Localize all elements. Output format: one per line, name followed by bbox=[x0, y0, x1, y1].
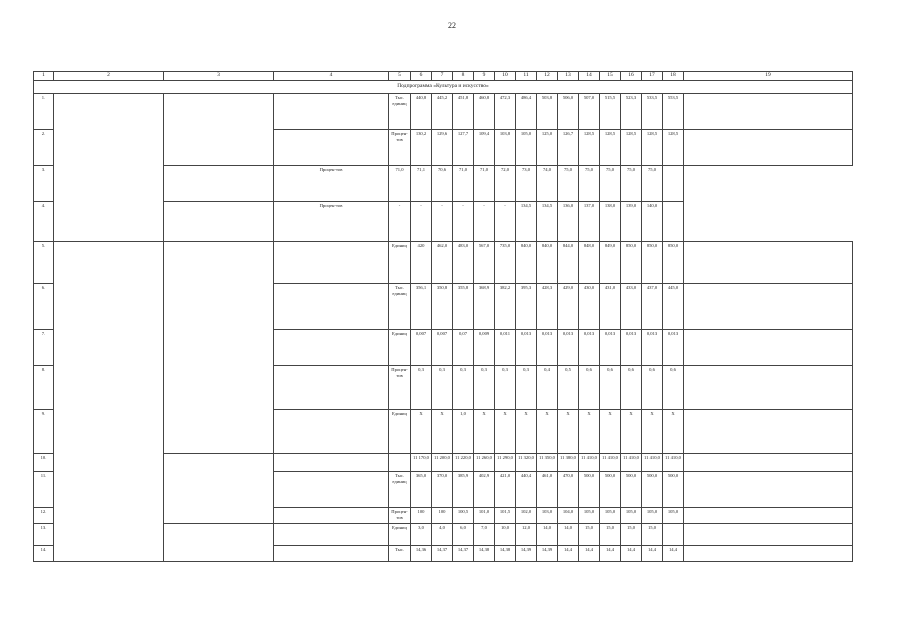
value-cell: 71,0 bbox=[474, 166, 495, 202]
value-cell: 507,0 bbox=[579, 94, 600, 130]
value-cell: 15,0 bbox=[621, 524, 642, 546]
value-cell: 0,007 bbox=[411, 330, 432, 366]
value-cell: 15,0 bbox=[579, 524, 600, 546]
value-cell: 503,8 bbox=[537, 94, 558, 130]
indicator-text bbox=[274, 524, 389, 546]
column-number: 8 bbox=[453, 72, 474, 81]
value-cell: 840,0 bbox=[516, 242, 537, 284]
task-text bbox=[164, 242, 274, 454]
table-row bbox=[34, 242, 853, 284]
value-cell: 105,0 bbox=[516, 130, 537, 166]
unit-cell: Единиц bbox=[389, 410, 411, 454]
column-number: 12 bbox=[537, 72, 558, 81]
source-text bbox=[663, 166, 684, 202]
source-text bbox=[684, 524, 853, 546]
value-cell: 848,0 bbox=[579, 242, 600, 284]
source-text bbox=[684, 410, 853, 454]
value-cell: 355,8 bbox=[453, 284, 474, 330]
value-cell: 850,0 bbox=[621, 242, 642, 284]
value-cell: 440,8 bbox=[411, 94, 432, 130]
value-cell: X bbox=[558, 410, 579, 454]
value-cell: 139,0 bbox=[621, 202, 642, 242]
value-cell: 0,013 bbox=[642, 330, 663, 366]
value-cell: 0,4 bbox=[537, 366, 558, 410]
value-cell: 0,07 bbox=[453, 330, 474, 366]
value-cell: X bbox=[495, 410, 516, 454]
value-cell: 14,38 bbox=[474, 546, 495, 562]
column-number: 1 bbox=[34, 72, 54, 81]
indicator-text bbox=[274, 366, 389, 410]
value-cell: 461,0 bbox=[537, 472, 558, 508]
row-number: 13. bbox=[34, 524, 54, 546]
unit-cell: Тыс. единиц bbox=[389, 284, 411, 330]
value-cell: 850,0 bbox=[663, 242, 684, 284]
indicator-text bbox=[274, 454, 389, 472]
value-cell: 15,0 bbox=[642, 524, 663, 546]
value-cell: 0,013 bbox=[663, 330, 684, 366]
value-cell: 370,0 bbox=[432, 472, 453, 508]
value-cell: 844,0 bbox=[558, 242, 579, 284]
value-cell: 137,0 bbox=[579, 202, 600, 242]
value-cell: 103,0 bbox=[537, 508, 558, 524]
task-text bbox=[164, 94, 274, 166]
value-cell: 105,0 bbox=[600, 508, 621, 524]
value-cell: 128,5 bbox=[642, 130, 663, 166]
value-cell: 0,011 bbox=[495, 330, 516, 366]
value-cell: 72,0 bbox=[495, 166, 516, 202]
value-cell: 11 410,0 bbox=[642, 454, 663, 472]
value-cell: 75,0 bbox=[642, 166, 663, 202]
value-cell: 75,0 bbox=[600, 166, 621, 202]
value-cell: 6,0 bbox=[453, 524, 474, 546]
value-cell: 402,9 bbox=[474, 472, 495, 508]
value-cell: 0,3 bbox=[495, 366, 516, 410]
value-cell: 15,0 bbox=[600, 524, 621, 546]
value-cell: 102,0 bbox=[516, 508, 537, 524]
value-cell: 462,0 bbox=[432, 242, 453, 284]
value-cell: 105,0 bbox=[579, 508, 600, 524]
value-cell: - bbox=[453, 202, 474, 242]
value-cell: 128,5 bbox=[663, 130, 684, 166]
source-text bbox=[684, 472, 853, 508]
value-cell: 125,0 bbox=[537, 130, 558, 166]
value-cell: 429,0 bbox=[558, 284, 579, 330]
value-cell: 14,39 bbox=[537, 546, 558, 562]
value-cell: 437,0 bbox=[642, 284, 663, 330]
value-cell: 129,6 bbox=[432, 130, 453, 166]
value-cell: 11 170,0 bbox=[411, 454, 432, 472]
value-cell: 0,6 bbox=[579, 366, 600, 410]
value-cell: 74,0 bbox=[537, 166, 558, 202]
value-cell: 109,4 bbox=[474, 130, 495, 166]
table-row bbox=[34, 94, 853, 130]
value-cell: 71,1 bbox=[411, 166, 432, 202]
column-number: 11 bbox=[516, 72, 537, 81]
column-number: 19 bbox=[684, 72, 853, 81]
value-cell: 14,38 bbox=[495, 546, 516, 562]
value-cell: - bbox=[432, 202, 453, 242]
row-number: 1. bbox=[34, 94, 54, 130]
indicator-text bbox=[164, 202, 274, 242]
value-cell: 735,0 bbox=[495, 242, 516, 284]
value-cell: 483,0 bbox=[453, 242, 474, 284]
column-number: 7 bbox=[432, 72, 453, 81]
indicator-text bbox=[274, 508, 389, 524]
value-cell: 500,0 bbox=[600, 472, 621, 508]
value-cell: 10,0 bbox=[495, 524, 516, 546]
value-cell: 71,0 bbox=[453, 166, 474, 202]
value-cell: 0,6 bbox=[642, 366, 663, 410]
value-cell: 500,0 bbox=[621, 472, 642, 508]
value-cell: 0,3 bbox=[453, 366, 474, 410]
value-cell: 0,6 bbox=[621, 366, 642, 410]
value-cell: 104,0 bbox=[558, 508, 579, 524]
value-cell: 14,4 bbox=[621, 546, 642, 562]
value-cell: 11 410,0 bbox=[663, 454, 684, 472]
value-cell: 445,2 bbox=[432, 94, 453, 130]
source-text bbox=[684, 330, 853, 366]
column-number: 9 bbox=[474, 72, 495, 81]
value-cell: 0,013 bbox=[621, 330, 642, 366]
value-cell: - bbox=[495, 202, 516, 242]
value-cell: 138,0 bbox=[600, 202, 621, 242]
value-cell: 445,0 bbox=[663, 284, 684, 330]
value-cell: 0,009 bbox=[474, 330, 495, 366]
column-number: 15 bbox=[600, 72, 621, 81]
value-cell: 500,0 bbox=[579, 472, 600, 508]
column-number: 16 bbox=[621, 72, 642, 81]
value-cell: 0,013 bbox=[558, 330, 579, 366]
value-cell: 126,7 bbox=[558, 130, 579, 166]
value-cell: X bbox=[642, 410, 663, 454]
value-cell: 840,0 bbox=[537, 242, 558, 284]
source-text bbox=[684, 94, 853, 130]
value-cell: 460,8 bbox=[474, 94, 495, 130]
column-number: 6 bbox=[411, 72, 432, 81]
value-cell: 11 260,0 bbox=[474, 454, 495, 472]
value-cell: 470,0 bbox=[558, 472, 579, 508]
task-text bbox=[164, 454, 274, 524]
value-cell: 849,0 bbox=[600, 242, 621, 284]
value-cell: 103,8 bbox=[495, 130, 516, 166]
value-cell: 350,8 bbox=[432, 284, 453, 330]
value-cell: 431,0 bbox=[600, 284, 621, 330]
value-cell: 134,5 bbox=[516, 202, 537, 242]
value-cell: 136,0 bbox=[558, 202, 579, 242]
value-cell: 7,0 bbox=[474, 524, 495, 546]
value-cell: X bbox=[621, 410, 642, 454]
value-cell: 395,3 bbox=[516, 284, 537, 330]
unit-cell: Процен-тов bbox=[274, 202, 389, 242]
value-cell: 515,5 bbox=[600, 94, 621, 130]
task-text bbox=[164, 524, 274, 562]
value-cell: X bbox=[579, 410, 600, 454]
value-cell: 506,0 bbox=[558, 94, 579, 130]
value-cell: 127,7 bbox=[453, 130, 474, 166]
indicator-text bbox=[274, 410, 389, 454]
value-cell: 14,4 bbox=[663, 546, 684, 562]
value-cell: - bbox=[474, 202, 495, 242]
row-number: 11. bbox=[34, 472, 54, 508]
value-cell: 14,4 bbox=[579, 546, 600, 562]
value-cell: 11 220,0 bbox=[453, 454, 474, 472]
value-cell: 75,0 bbox=[579, 166, 600, 202]
indicator-text bbox=[274, 546, 389, 562]
value-cell: 356,1 bbox=[411, 284, 432, 330]
value-cell: 0,6 bbox=[600, 366, 621, 410]
value-cell: 0,3 bbox=[516, 366, 537, 410]
value-cell: 0,013 bbox=[516, 330, 537, 366]
value-cell: 533,5 bbox=[642, 94, 663, 130]
value-cell: 567,0 bbox=[474, 242, 495, 284]
row-number: 8. bbox=[34, 366, 54, 410]
value-cell: 0,5 bbox=[558, 366, 579, 410]
value-cell: 472,3 bbox=[495, 94, 516, 130]
column-number: 5 bbox=[389, 72, 411, 81]
row-number: 5. bbox=[34, 242, 54, 284]
value-cell: 11 350,0 bbox=[537, 454, 558, 472]
column-number: 18 bbox=[663, 72, 684, 81]
value-cell: X bbox=[663, 410, 684, 454]
column-number: 14 bbox=[579, 72, 600, 81]
indicator-text bbox=[274, 472, 389, 508]
value-cell: 11 380,0 bbox=[558, 454, 579, 472]
value-cell: 105,0 bbox=[642, 508, 663, 524]
value-cell: 75,0 bbox=[621, 166, 642, 202]
value-cell: X bbox=[600, 410, 621, 454]
value-cell: 1,0 bbox=[453, 410, 474, 454]
unit-cell: Тыс. единиц bbox=[389, 94, 411, 130]
value-cell: 12,0 bbox=[516, 524, 537, 546]
column-number: 10 bbox=[495, 72, 516, 81]
row-number: 3. bbox=[34, 166, 54, 202]
unit-cell: Тыс. bbox=[389, 546, 411, 562]
value-cell: 451,8 bbox=[453, 94, 474, 130]
value-cell: 428,3 bbox=[537, 284, 558, 330]
column-number: 2 bbox=[54, 72, 164, 81]
value-cell: 0,3 bbox=[432, 366, 453, 410]
value-cell: 101,0 bbox=[474, 508, 495, 524]
unit-cell: Единиц bbox=[389, 242, 411, 284]
source-text bbox=[684, 546, 853, 562]
indicator-text bbox=[274, 242, 389, 284]
row-number: 9. bbox=[34, 410, 54, 454]
page-number: 22 bbox=[448, 21, 456, 30]
indicator-text bbox=[274, 94, 389, 130]
value-cell: 0,013 bbox=[537, 330, 558, 366]
value-cell: 128,5 bbox=[579, 130, 600, 166]
value-cell bbox=[663, 524, 684, 546]
value-cell: 368,9 bbox=[474, 284, 495, 330]
column-number: 17 bbox=[642, 72, 663, 81]
value-cell: 500,0 bbox=[663, 472, 684, 508]
value-cell: 11 290,0 bbox=[495, 454, 516, 472]
source-text bbox=[684, 242, 853, 284]
row-number: 6. bbox=[34, 284, 54, 330]
source-text bbox=[684, 454, 853, 472]
value-cell: 523,3 bbox=[621, 94, 642, 130]
value-cell: X bbox=[411, 410, 432, 454]
value-cell: 100 bbox=[432, 508, 453, 524]
value-cell: 0,3 bbox=[474, 366, 495, 410]
indicator-text bbox=[274, 284, 389, 330]
source-text bbox=[663, 202, 684, 242]
value-cell: 11 410,0 bbox=[579, 454, 600, 472]
row-number: 12. bbox=[34, 508, 54, 524]
value-cell: 0,007 bbox=[432, 330, 453, 366]
value-cell: 14,39 bbox=[516, 546, 537, 562]
row-number: 10. bbox=[34, 454, 54, 472]
value-cell: 11 410,0 bbox=[600, 454, 621, 472]
unit-cell: Тыс. единиц bbox=[389, 472, 411, 508]
column-number-row bbox=[34, 72, 853, 81]
value-cell: 3,0 bbox=[411, 524, 432, 546]
value-cell: 105,0 bbox=[621, 508, 642, 524]
goal-text bbox=[54, 94, 164, 242]
source-text bbox=[684, 366, 853, 410]
value-cell: 11 320,0 bbox=[516, 454, 537, 472]
column-number: 4 bbox=[274, 72, 389, 81]
value-cell: 0,013 bbox=[600, 330, 621, 366]
value-cell: 500,0 bbox=[642, 472, 663, 508]
value-cell: 128,5 bbox=[621, 130, 642, 166]
value-cell: 11 200,0 bbox=[432, 454, 453, 472]
value-cell: 130,2 bbox=[411, 130, 432, 166]
value-cell: X bbox=[432, 410, 453, 454]
value-cell: 11 410,0 bbox=[621, 454, 642, 472]
indicator-text bbox=[274, 330, 389, 366]
value-cell: 382,2 bbox=[495, 284, 516, 330]
value-cell: X bbox=[516, 410, 537, 454]
value-cell: 14,0 bbox=[537, 524, 558, 546]
indicator-text bbox=[274, 130, 389, 166]
value-cell: 75,0 bbox=[558, 166, 579, 202]
value-cell: 0,013 bbox=[579, 330, 600, 366]
value-cell: - bbox=[389, 202, 411, 242]
value-cell: 486,4 bbox=[516, 94, 537, 130]
value-cell: 73,0 bbox=[516, 166, 537, 202]
value-cell: X bbox=[537, 410, 558, 454]
subprogram-row bbox=[34, 81, 853, 94]
value-cell: 128,5 bbox=[600, 130, 621, 166]
value-cell: 134,5 bbox=[537, 202, 558, 242]
unit-cell bbox=[389, 454, 411, 472]
value-cell: 14,0 bbox=[558, 524, 579, 546]
unit-cell: Процен-тов bbox=[389, 130, 411, 166]
value-cell: 553,5 bbox=[663, 94, 684, 130]
value-cell: 850,0 bbox=[642, 242, 663, 284]
value-cell: 440,4 bbox=[516, 472, 537, 508]
unit-cell: Процен-тов bbox=[274, 166, 389, 202]
row-number: 4. bbox=[34, 202, 54, 242]
value-cell: 433,0 bbox=[621, 284, 642, 330]
value-cell: 385,9 bbox=[453, 472, 474, 508]
value-cell: 0,3 bbox=[411, 366, 432, 410]
column-number: 3 bbox=[164, 72, 274, 81]
value-cell: 14,4 bbox=[558, 546, 579, 562]
value-cell: 70,6 bbox=[432, 166, 453, 202]
unit-cell: Процен-тов bbox=[389, 508, 411, 524]
value-cell: 365,0 bbox=[411, 472, 432, 508]
value-cell: 140,0 bbox=[642, 202, 663, 242]
value-cell: 430,0 bbox=[579, 284, 600, 330]
indicators-table bbox=[33, 71, 853, 562]
value-cell: 421,0 bbox=[495, 472, 516, 508]
value-cell: 71,0 bbox=[389, 166, 411, 202]
value-cell: 14,36 bbox=[411, 546, 432, 562]
value-cell: 101,5 bbox=[495, 508, 516, 524]
value-cell: 14,37 bbox=[432, 546, 453, 562]
subprogram-title: Подпрограмма «Культура и искусство» bbox=[34, 81, 853, 94]
column-number: 13 bbox=[558, 72, 579, 81]
value-cell: 14,4 bbox=[600, 546, 621, 562]
source-text bbox=[684, 130, 853, 166]
unit-cell: Процен-тов bbox=[389, 366, 411, 410]
indicator-text bbox=[164, 166, 274, 202]
source-text bbox=[684, 508, 853, 524]
value-cell: 100 bbox=[411, 508, 432, 524]
value-cell: 100,5 bbox=[453, 508, 474, 524]
value-cell: 4,0 bbox=[432, 524, 453, 546]
value-cell: 14,4 bbox=[642, 546, 663, 562]
goal-cell bbox=[54, 242, 164, 562]
row-number: 7. bbox=[34, 330, 54, 366]
row-number: 14. bbox=[34, 546, 54, 562]
value-cell: 420 bbox=[411, 242, 432, 284]
value-cell: X bbox=[474, 410, 495, 454]
value-cell: - bbox=[411, 202, 432, 242]
unit-cell: Единиц bbox=[389, 524, 411, 546]
row-number: 2. bbox=[34, 130, 54, 166]
table-body bbox=[34, 72, 853, 562]
value-cell: 14,37 bbox=[453, 546, 474, 562]
value-cell: 0,6 bbox=[663, 366, 684, 410]
value-cell: 105,0 bbox=[663, 508, 684, 524]
source-text bbox=[684, 284, 853, 330]
unit-cell: Единиц bbox=[389, 330, 411, 366]
